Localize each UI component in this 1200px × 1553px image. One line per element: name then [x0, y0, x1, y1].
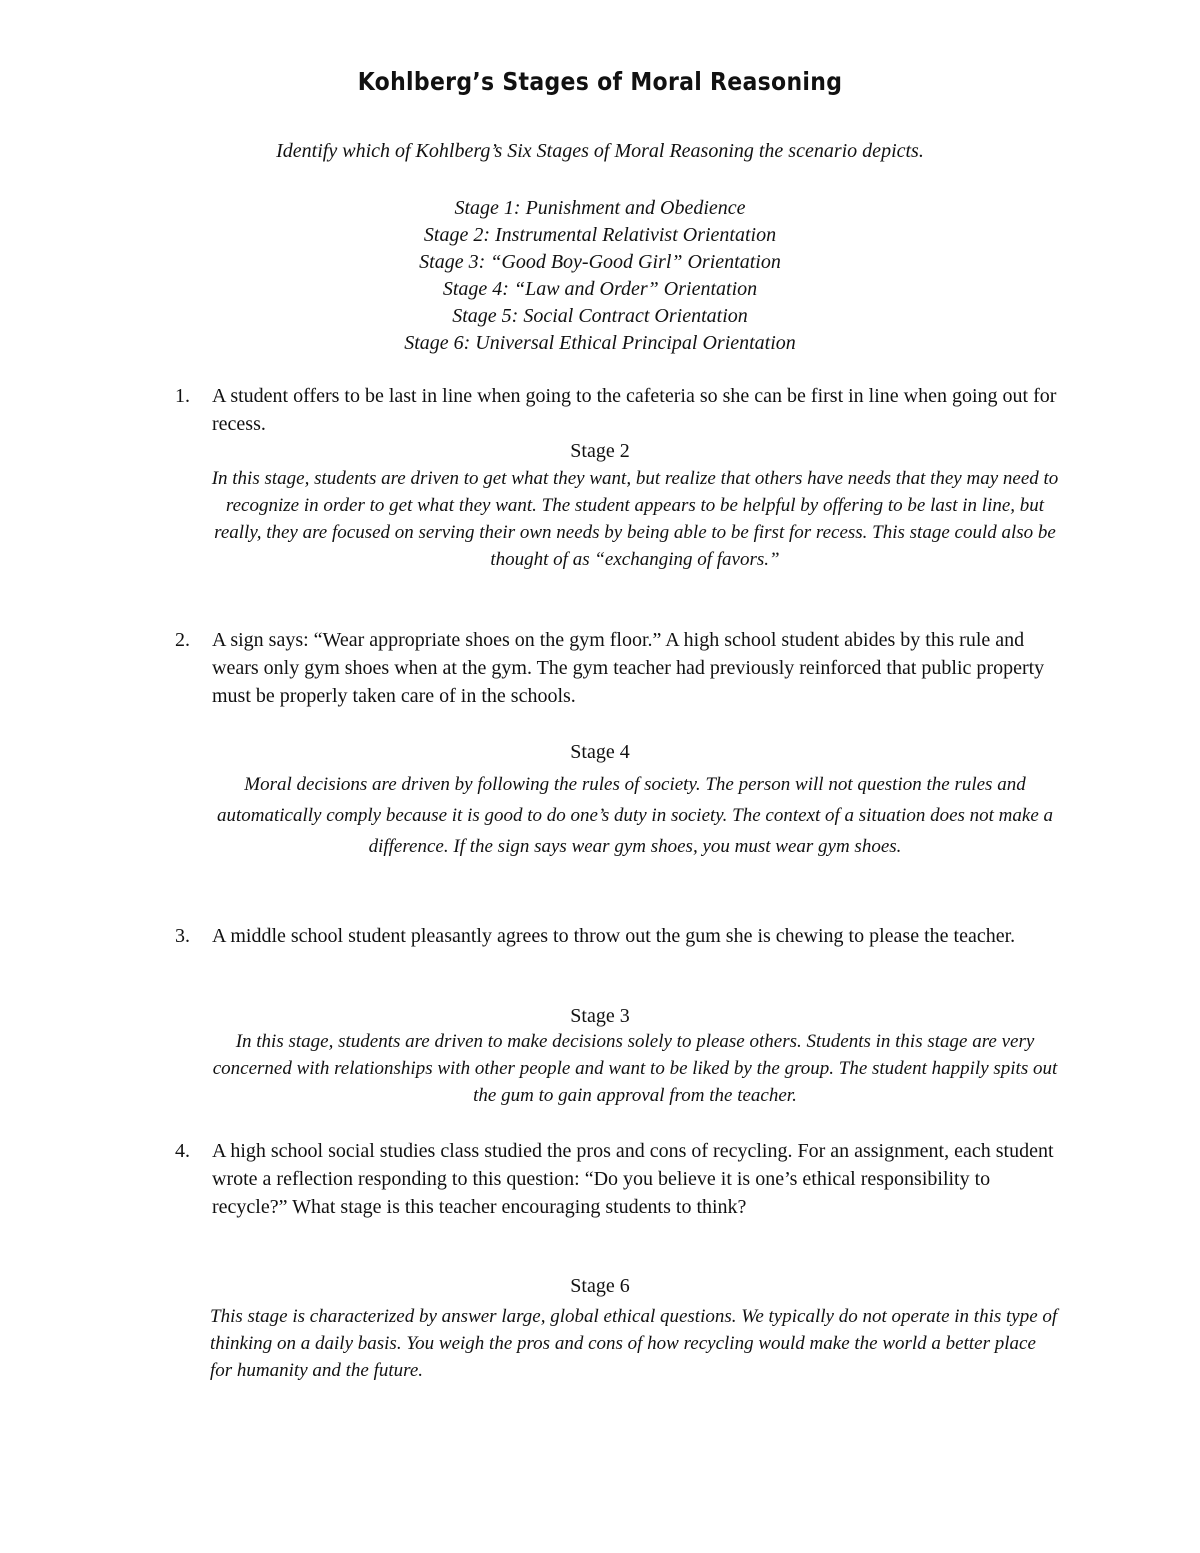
- stage-item: Stage 4: “Law and Order” Orientation: [442, 278, 758, 300]
- stage-item: Stage 3: “Good Boy-Good Girl” Orientation: [419, 251, 781, 273]
- question-number: 1.: [175, 385, 190, 407]
- question-text: A sign says: “Wear appropriate shoes on the gym floor.” A high school student abides by this rule and wears only gym shoes when at the gym. The gym teacher had previously reinforced that public property must be properly taken care of in the schools.: [212, 629, 1045, 707]
- stage-item: Stage 6: Universal Ethical Principal Orientation: [404, 332, 796, 354]
- question-text: A high school social studies class studied the pros and cons of recycling. For an assignment, each student wrote a reflection responding to this question: “Do you believe it is one’s ethical responsibility to recycle?” What stage is this teacher encouraging students to think?: [212, 1140, 1054, 1218]
- instruction-text: Identify which of Kohlberg’s Six Stages of Moral Reasoning the scenario depicts.: [276, 140, 924, 162]
- stage-item: Stage 2: Instrumental Relativist Orientation: [423, 224, 777, 246]
- answer-stage: Stage 2: [570, 440, 630, 462]
- question-text: A student offers to be last in line when going to the cafeteria so she can be first in line when going out for recess.: [212, 385, 1057, 435]
- answer-stage: Stage 3: [570, 1005, 630, 1027]
- answer-stage: Stage 4: [570, 741, 630, 763]
- page-title: Kohlberg’s Stages of Moral Reasoning: [357, 68, 843, 97]
- question-number: 3.: [175, 925, 190, 947]
- answer-stage: Stage 6: [570, 1275, 630, 1297]
- question-number: 2.: [175, 629, 190, 651]
- answer-explanation: In this stage, students are driven to make decisions solely to please others. Students in this stage are very concerned with relationships with other people and want to be liked by the group. The student happily spits out the gum to gain approval from the teacher.: [212, 1031, 1058, 1106]
- stage-list: [0, 195, 1200, 357]
- answer-explanation: This stage is characterized by answer large, global ethical questions. We typically do not operate in this type of thinking on a daily basis. You weigh the pros and cons of how recycling would make the world a better place for humanity and the future.: [210, 1306, 1058, 1381]
- answer-explanation: Moral decisions are driven by following the rules of society. The person will not question the rules and automatically comply because it is good to do one’s duty in society. The context of a situation does not make a difference. If the sign says wear gym shoes, you must wear gym shoes.: [216, 774, 1054, 857]
- question-number: 4.: [175, 1140, 190, 1162]
- question-text: A middle school student pleasantly agrees to throw out the gum she is chewing to please the teacher.: [212, 925, 1016, 947]
- stage-item: Stage 1: Punishment and Obedience: [454, 197, 746, 219]
- answer-explanation: In this stage, students are driven to get what they want, but realize that others have needs that they may need to recognize in order to get what they want. The student appears to be helpful by offering to be last in line, but really, they are focused on serving their own needs by being able to be first for recess. This stage could also be thought of as “exchanging of favors.”: [211, 468, 1059, 570]
- stage-item: Stage 5: Social Contract Orientation: [452, 305, 748, 327]
